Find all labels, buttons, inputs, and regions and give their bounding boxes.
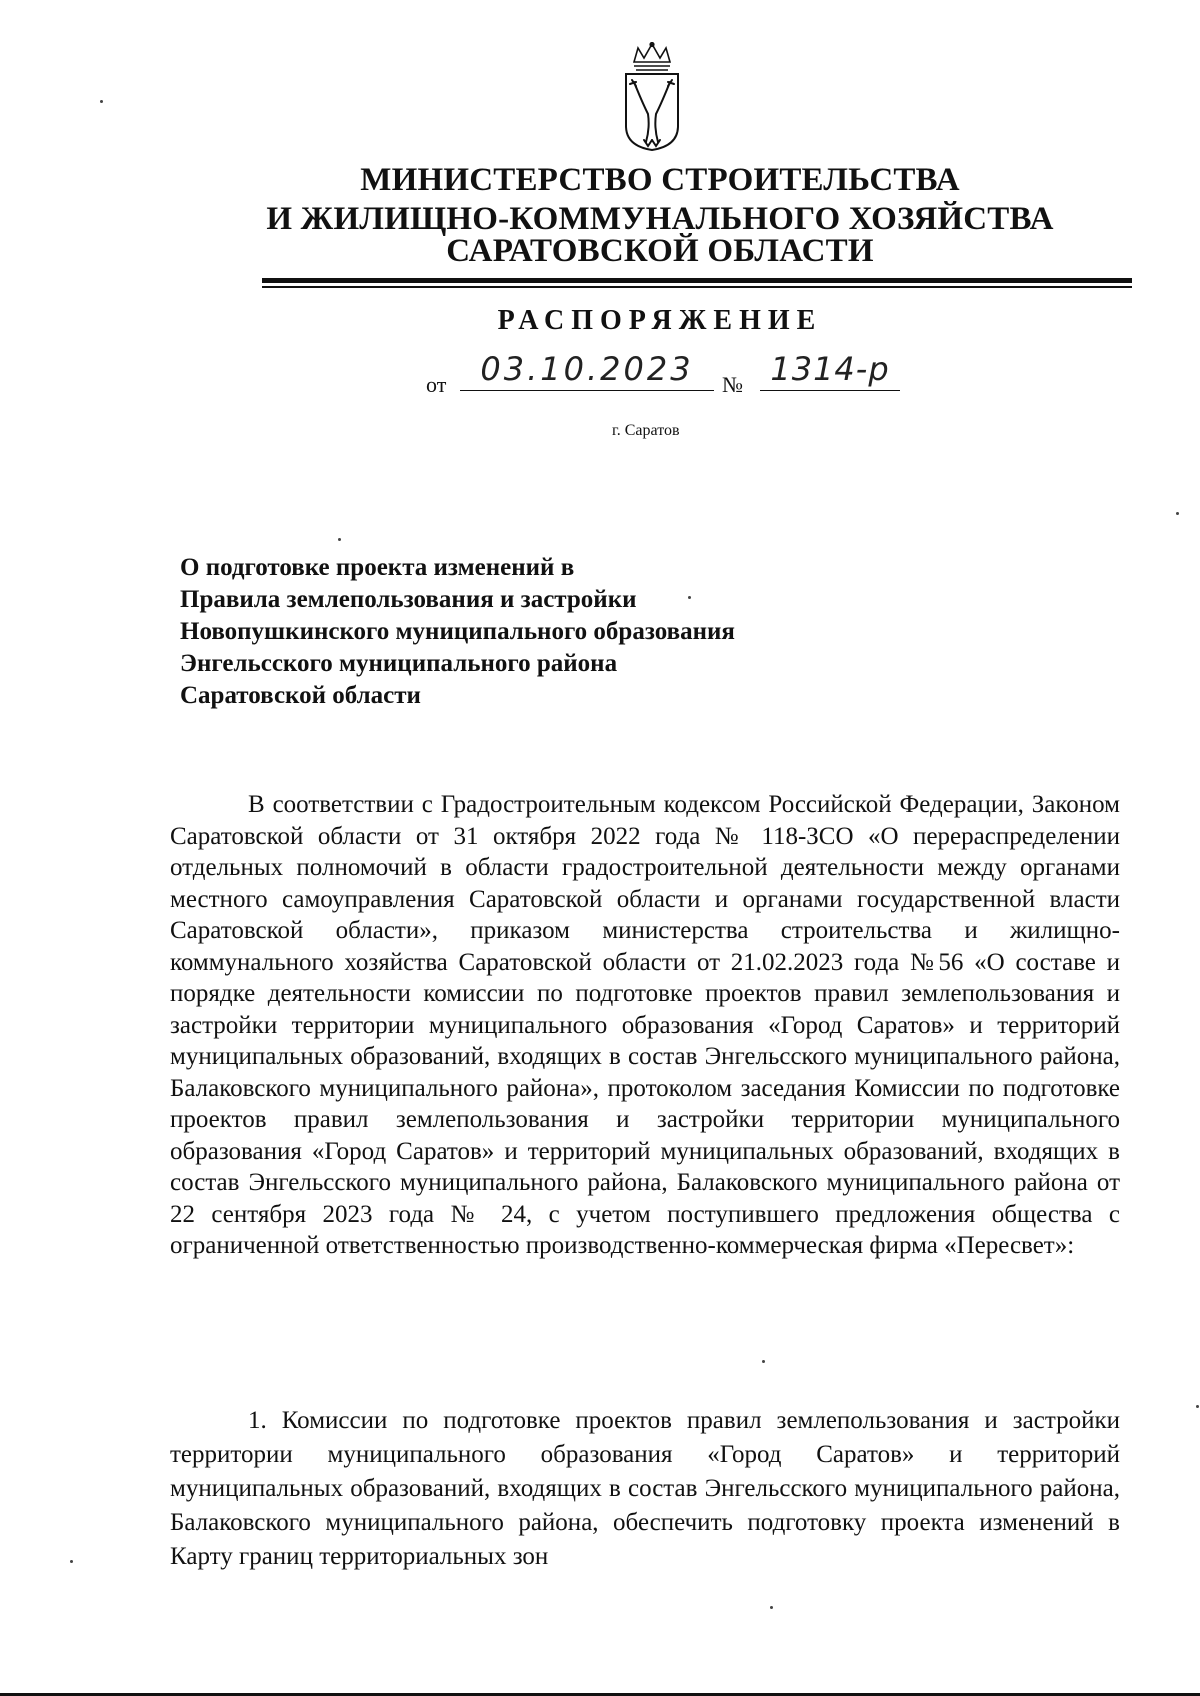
document-subject [180,552,735,712]
scan-speck [100,100,103,103]
scan-speck [70,1560,73,1563]
subject-line: Саратовской области [180,682,421,709]
city-name: г. Саратов [612,422,680,439]
scan-speck [762,1360,765,1363]
subject-line: О подготовке проекта изменений в [180,554,575,581]
ministry-title-line2: И ЖИЛИЩНО-КОММУНАЛЬНОГО ХОЗЯЙСТВА [266,201,1054,237]
subject-line: Правила землепользования и застройки [180,586,637,613]
scan-speck [770,1606,773,1609]
document-date: 03.10.2023 [460,350,714,391]
header-divider-thick [262,278,1132,283]
scan-speck [688,596,691,599]
number-prefix: № [722,372,743,397]
document-type: РАСПОРЯЖЕНИЕ [497,305,823,336]
body-paragraph-preamble: В соответствии с Градостроительным кодексом Российской Федерации, Законом Саратовской области от 31 октября 2022 года № 118-ЗСО «О перераспределении отдельных полномочий в области градостроительной деятельности между органами местного самоуправления Саратовской области и органами государственной власти Саратовской области», приказом министерства строительства и жилищно-коммунального хозяйства Саратовской области от 21.02.2023 года №56 «О составе и порядке деятельности комиссии по подготовке проектов правил землепользования и застройки территории муниципального образования «Город Саратов» и территорий муниципальных образований, входящих в состав Энгельсского муниципального района, Балаковского муниципального района», протоколом заседания Комиссии по подготовке проектов правил землепользования и застройки территории муниципального образования «Город Саратов» и территорий муниципальных образований, входящих в состав Энгельсского муниципального района, Балаковского муниципального района от 22 сентября 2023 года № 24, с учетом поступившего предложения общества с ограниченной ответственностью производственно-коммерческая фирма «Пересвет»: [170,791,1120,1259]
ministry-title-line3: САРАТОВСКОЙ ОБЛАСТИ [446,233,874,269]
scan-speck [1196,1405,1199,1408]
saratov-coat-of-arms-icon [620,42,684,152]
document-number: 1314-р [760,350,900,391]
scan-speck [1176,512,1179,515]
date-prefix: от [426,372,447,397]
ministry-title-line1: МИНИСТЕРСТВО СТРОИТЕЛЬСТВА [360,162,960,198]
scan-speck [338,538,341,541]
body-paragraph-item1: 1. Комиссии по подготовке проектов правил землепользования и застройки территории муниципального образования «Город Саратов» и территорий муниципальных образований, входящих в состав Энгельсского муниципального района, Балаковского муниципального района, обеспечить подготовку проекта изменений в Карту границ территориальных зон [170,1407,1120,1570]
subject-line: Новопушкинского муниципального образования [180,618,735,645]
header-divider-thin [262,286,1132,288]
subject-line: Энгельсского муниципального района [180,650,618,677]
